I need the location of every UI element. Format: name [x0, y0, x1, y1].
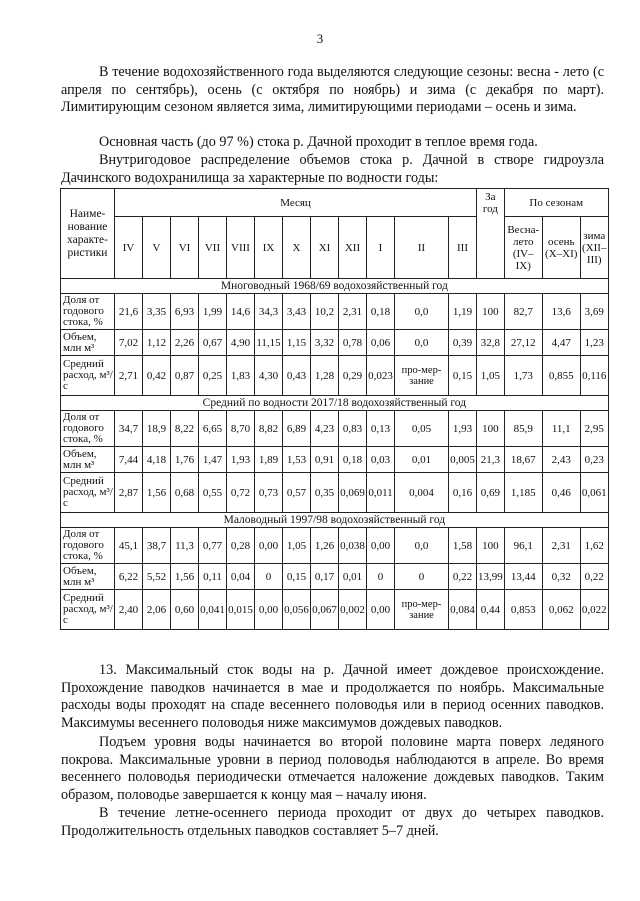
table-cell: 82,7 — [504, 294, 542, 330]
table-cell: 6,65 — [199, 411, 227, 447]
table-row — [61, 473, 609, 513]
table-cell: 2,31 — [542, 528, 580, 564]
table-cell: 13,44 — [504, 564, 542, 590]
table-cell: 1,05 — [477, 356, 505, 396]
table-cell: 0,73 — [255, 473, 283, 513]
table-cell: 1,28 — [311, 356, 339, 396]
runoff-table-wrapper — [60, 188, 609, 630]
table-cell: 0,72 — [227, 473, 255, 513]
table-cell: про-мер-зание — [395, 356, 449, 396]
header-month: VI — [171, 217, 199, 279]
table-cell: 1,93 — [227, 447, 255, 473]
table-cell: 1,185 — [504, 473, 542, 513]
table-cell: 0,44 — [477, 590, 505, 630]
table-cell: 1,99 — [199, 294, 227, 330]
table-cell: 6,89 — [283, 411, 311, 447]
table-cell: 4,90 — [227, 330, 255, 356]
row-label: Доля от годового стока, % — [61, 294, 115, 330]
table-cell: 0,46 — [542, 473, 580, 513]
table-cell: 0,17 — [311, 564, 339, 590]
table-cell: 11,15 — [255, 330, 283, 356]
paragraph-seasons: В течение водохозяйственного года выделяются следующие сезоны: весна - лето (с апреля по сентябрь), осень (с октября по ноябрь) и зима (с декабря по март). Лимитирующим сезоном является зима, лимитирующими периодами – осень и зима. — [61, 64, 604, 115]
table-cell: 0,0 — [395, 528, 449, 564]
runoff-distribution-table — [60, 188, 609, 630]
table-cell: 0,005 — [449, 447, 477, 473]
table-cell: 13,99 — [477, 564, 505, 590]
section-title: Многоводный 1968/69 водохозяйственный год — [61, 279, 609, 294]
table-cell: 2,43 — [542, 447, 580, 473]
table-cell: 1,53 — [283, 447, 311, 473]
table-cell: 0,067 — [311, 590, 339, 630]
table-cell: 11,1 — [542, 411, 580, 447]
table-cell: 0,23 — [580, 447, 608, 473]
header-month: V — [143, 217, 171, 279]
table-cell: 0,69 — [477, 473, 505, 513]
table-row — [61, 411, 609, 447]
header-characteristic-name: Наиме-нование характе-ристики — [61, 189, 115, 279]
table-cell: 0,22 — [449, 564, 477, 590]
header-season-group: По сезонам — [504, 189, 608, 217]
section-title: Средний по водности 2017/18 водохозяйственный год — [61, 396, 609, 411]
table-cell: 5,52 — [143, 564, 171, 590]
table-cell: 96,1 — [504, 528, 542, 564]
row-label: Доля от годового стока, % — [61, 411, 115, 447]
table-section-row — [61, 279, 609, 294]
table-cell: 18,9 — [143, 411, 171, 447]
table-cell: 0,67 — [199, 330, 227, 356]
table-cell: 34,3 — [255, 294, 283, 330]
table-cell: 7,02 — [115, 330, 143, 356]
table-cell: 8,82 — [255, 411, 283, 447]
table-cell: 6,93 — [171, 294, 199, 330]
table-cell: 0,83 — [339, 411, 367, 447]
header-season-winter: зима (XII–III) — [580, 217, 608, 279]
table-cell: 0,15 — [283, 564, 311, 590]
table-cell: 21,6 — [115, 294, 143, 330]
table-cell: 0,004 — [395, 473, 449, 513]
table-cell: 10,2 — [311, 294, 339, 330]
table-cell: 11,3 — [171, 528, 199, 564]
row-label: Средний расход, м³/с — [61, 590, 115, 630]
table-cell: 0,062 — [542, 590, 580, 630]
table-cell: 0,038 — [339, 528, 367, 564]
table-cell: 0 — [395, 564, 449, 590]
table-cell: 27,12 — [504, 330, 542, 356]
table-cell: 7,44 — [115, 447, 143, 473]
table-cell: 4,47 — [542, 330, 580, 356]
table-cell: 100 — [477, 294, 505, 330]
table-row — [61, 330, 609, 356]
table-cell: 0,77 — [199, 528, 227, 564]
table-cell: 0,061 — [580, 473, 608, 513]
table-cell: про-мер-зание — [395, 590, 449, 630]
header-month: VIII — [227, 217, 255, 279]
row-label: Объем, млн м³ — [61, 564, 115, 590]
table-cell: 1,76 — [171, 447, 199, 473]
table-cell: 3,43 — [283, 294, 311, 330]
table-row — [61, 447, 609, 473]
table-cell: 1,73 — [504, 356, 542, 396]
table-cell: 0,13 — [367, 411, 395, 447]
table-cell: 3,35 — [143, 294, 171, 330]
table-cell: 0,78 — [339, 330, 367, 356]
table-cell: 0,002 — [339, 590, 367, 630]
table-row — [61, 590, 609, 630]
table-cell: 1,26 — [311, 528, 339, 564]
table-cell: 0,28 — [227, 528, 255, 564]
table-cell: 2,95 — [580, 411, 608, 447]
table-cell: 0,00 — [255, 590, 283, 630]
table-cell: 1,89 — [255, 447, 283, 473]
table-cell: 2,31 — [339, 294, 367, 330]
table-cell: 6,22 — [115, 564, 143, 590]
table-cell: 0,18 — [367, 294, 395, 330]
table-cell: 1,15 — [283, 330, 311, 356]
table-cell: 0,0 — [395, 294, 449, 330]
table-cell: 0,022 — [580, 590, 608, 630]
table-cell: 0,15 — [449, 356, 477, 396]
header-season-spring-summer: Весна-лето (IV–IX) — [504, 217, 542, 279]
table-cell: 21,3 — [477, 447, 505, 473]
table-cell: 1,47 — [199, 447, 227, 473]
table-cell: 2,06 — [143, 590, 171, 630]
table-cell: 18,67 — [504, 447, 542, 473]
table-cell: 0,22 — [580, 564, 608, 590]
table-cell: 85,9 — [504, 411, 542, 447]
table-cell: 0,011 — [367, 473, 395, 513]
table-cell: 0,084 — [449, 590, 477, 630]
table-cell: 0,91 — [311, 447, 339, 473]
header-month: XI — [311, 217, 339, 279]
table-cell: 1,62 — [580, 528, 608, 564]
table-cell: 1,93 — [449, 411, 477, 447]
table-cell: 1,12 — [143, 330, 171, 356]
table-cell: 0,00 — [367, 528, 395, 564]
table-cell: 0,16 — [449, 473, 477, 513]
header-month: X — [283, 217, 311, 279]
row-label: Средний расход, м³/с — [61, 473, 115, 513]
table-cell: 0,03 — [367, 447, 395, 473]
table-cell: 0,32 — [542, 564, 580, 590]
table-cell: 4,23 — [311, 411, 339, 447]
table-cell: 1,56 — [143, 473, 171, 513]
table-cell: 100 — [477, 528, 505, 564]
table-cell: 100 — [477, 411, 505, 447]
table-cell: 1,83 — [227, 356, 255, 396]
table-cell: 0 — [367, 564, 395, 590]
row-label: Объем, млн м³ — [61, 447, 115, 473]
table-cell: 0 — [255, 564, 283, 590]
table-row — [61, 356, 609, 396]
table-cell: 0,855 — [542, 356, 580, 396]
table-cell: 0,853 — [504, 590, 542, 630]
table-row — [61, 528, 609, 564]
table-cell: 0,056 — [283, 590, 311, 630]
table-cell: 0,05 — [395, 411, 449, 447]
row-label: Объем, млн м³ — [61, 330, 115, 356]
table-cell: 0,68 — [171, 473, 199, 513]
table-cell: 14,6 — [227, 294, 255, 330]
header-month: VII — [199, 217, 227, 279]
table-cell: 1,05 — [283, 528, 311, 564]
table-section-row — [61, 513, 609, 528]
header-year: За год — [477, 189, 505, 279]
table-cell: 38,7 — [143, 528, 171, 564]
header-month: IV — [115, 217, 143, 279]
table-cell: 0,25 — [199, 356, 227, 396]
paragraph-summer-autumn-floods: В течение летне-осеннего периода проходит от двух до четырех паводков. Продолжительность отдельных паводков составляет 5–7 дней. — [61, 805, 604, 839]
table-cell: 2,40 — [115, 590, 143, 630]
table-cell: 1,23 — [580, 330, 608, 356]
section-title: Маловодный 1997/98 водохозяйственный год — [61, 513, 609, 528]
table-cell: 0,11 — [199, 564, 227, 590]
table-section-row — [61, 396, 609, 411]
table-body — [61, 279, 609, 630]
header-month: I — [367, 217, 395, 279]
table-cell: 0,35 — [311, 473, 339, 513]
row-label: Средний расход, м³/с — [61, 356, 115, 396]
table-cell: 3,32 — [311, 330, 339, 356]
table-cell: 0,041 — [199, 590, 227, 630]
table-row — [61, 564, 609, 590]
header-month: IX — [255, 217, 283, 279]
page-number: 3 — [316, 31, 324, 46]
table-cell: 0,01 — [395, 447, 449, 473]
table-cell: 0,87 — [171, 356, 199, 396]
table-cell: 0,55 — [199, 473, 227, 513]
table-cell: 0,39 — [449, 330, 477, 356]
table-cell: 34,7 — [115, 411, 143, 447]
table-cell: 0,01 — [339, 564, 367, 590]
table-cell: 3,69 — [580, 294, 608, 330]
table-cell: 8,22 — [171, 411, 199, 447]
table-cell: 45,1 — [115, 528, 143, 564]
table-cell: 2,87 — [115, 473, 143, 513]
paragraph-table-intro: Внутригодовое распределение объемов стока р. Дачной в створе гидроузла Дачинского водохранилища за характерные по водности годы: — [61, 152, 604, 186]
table-cell: 0,00 — [255, 528, 283, 564]
table-cell: 0,06 — [367, 330, 395, 356]
table-cell: 4,30 — [255, 356, 283, 396]
table-cell: 4,18 — [143, 447, 171, 473]
table-cell: 0,0 — [395, 330, 449, 356]
table-cell: 2,71 — [115, 356, 143, 396]
table-cell: 0,015 — [227, 590, 255, 630]
table-cell: 0,116 — [580, 356, 608, 396]
table-cell: 0,023 — [367, 356, 395, 396]
row-label: Доля от годового стока, % — [61, 528, 115, 564]
table-cell: 1,58 — [449, 528, 477, 564]
paragraph-warm-season: Основная часть (до 97 %) стока р. Дачной проходит в теплое время года. — [99, 134, 538, 150]
table-cell: 0,18 — [339, 447, 367, 473]
table-cell: 0,069 — [339, 473, 367, 513]
table-cell: 1,56 — [171, 564, 199, 590]
header-month-group: Месяц — [115, 189, 477, 217]
table-row — [61, 294, 609, 330]
table-cell: 8,70 — [227, 411, 255, 447]
header-month: II — [395, 217, 449, 279]
table-cell: 0,57 — [283, 473, 311, 513]
table-cell: 0,60 — [171, 590, 199, 630]
table-cell: 0,42 — [143, 356, 171, 396]
table-cell: 0,29 — [339, 356, 367, 396]
paragraph-water-level-rise: Подъем уровня воды начинается во второй половине марта поверх ледяного покрова. Максимальные уровни в период половодья наблюдаются в апреле. Во время весеннего половодья периодически отмечается наложение дождевых паводков. Таким образом, половодье завершается к концу мая – началу июня. — [61, 734, 604, 803]
header-season-autumn: осень (X–XI) — [542, 217, 580, 279]
table-cell: 13,6 — [542, 294, 580, 330]
table-cell: 2,26 — [171, 330, 199, 356]
paragraph-max-runoff: 13. Максимальный сток воды на р. Дачной имеет дождевое происхождение. Прохождение паводков начинается в мае и продолжается по ноябрь. Максимальные расходы воды проходят на спаде весеннего половодья или в период осенних паводков. Максимумы весеннего половодья ниже максимумов дождевых паводков. — [61, 662, 604, 731]
table-cell: 0,43 — [283, 356, 311, 396]
header-month: III — [449, 217, 477, 279]
table-cell: 1,19 — [449, 294, 477, 330]
table-cell: 32,8 — [477, 330, 505, 356]
table-cell: 0,04 — [227, 564, 255, 590]
table-cell: 0,00 — [367, 590, 395, 630]
header-month: XII — [339, 217, 367, 279]
